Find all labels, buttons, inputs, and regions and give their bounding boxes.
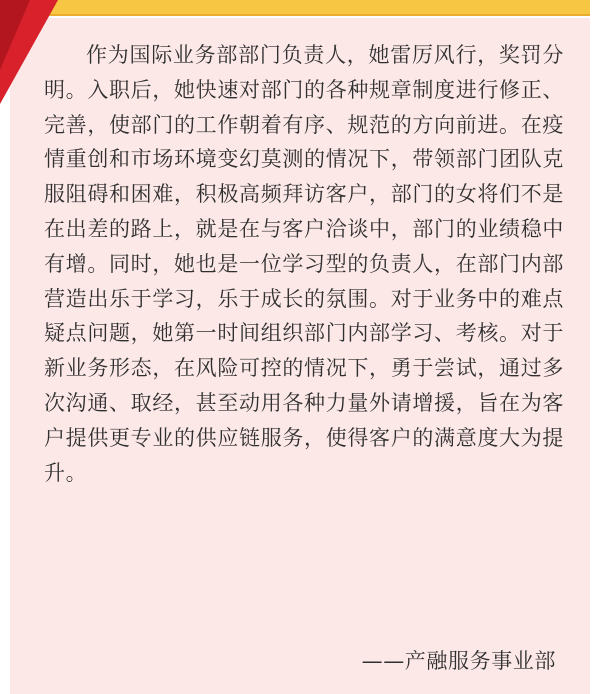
red-corner-ribbon-shade — [0, 0, 30, 70]
article-paragraph: 作为国际业务部部门负责人，她雷厉风行，奖罚分明。入职后，她快速对部门的各种规章制度进行修正、完善，使部门的工作朝着有序、规范的方向前进。在疫情重创和市场环境变幻莫测的情况下，带领部门团队克服阻碍和困难，积极高频拜访客户，部门的女将们不是在出差的路上，就是在与客户洽谈中，部门的业绩稳中有增。同时，她也是一位学习型的负责人，在部门内部营造出乐于学习，乐于成长的氛围。对于业务中的难点疑点问题，她第一时间组织部门内部学习、考核。对于新业务形态，在风险可控的情况下，勇于尝试，通过多次沟通、取经，甚至动用各种力量外请增援，旨在为客户提供更专业的供应链服务，使得客户的满意度大为提升。 — [44, 43, 564, 485]
top-gold-bar — [28, 0, 590, 16]
signature-department: ——产融服务事业部 — [361, 649, 556, 673]
